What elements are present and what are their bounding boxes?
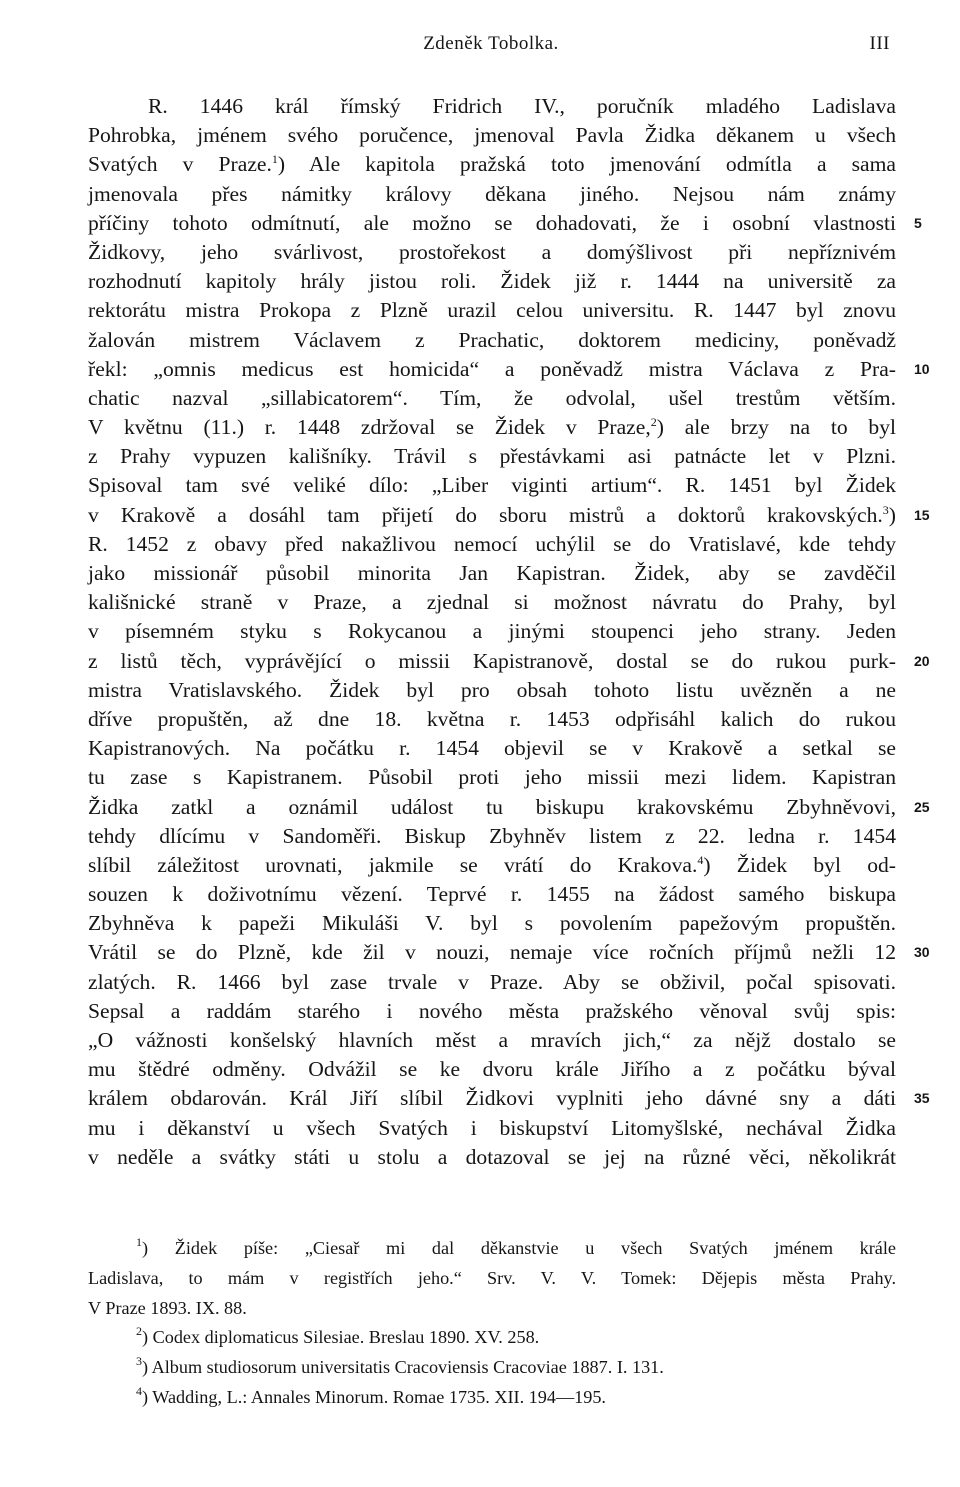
text-line: Pohrobka, jménem svého poručence, jmenoval Pavla Židka děkanem u všech [88, 123, 896, 148]
text-line: z listů těch, vyprávějící o missii Kapistranově, dostal se do rukou purk- 20 [88, 647, 896, 676]
text-line: Svatých v Praze.$^1$) Ale kapitola pražská toto jmenování odmítla a sama [88, 152, 897, 177]
text-line: tehdy dlícímu v Sandoměři. Biskup Zbyhněv listem z 22. ledna r. 1454 [88, 823, 896, 848]
page-header [88, 33, 894, 61]
line-number: 15 [914, 506, 930, 523]
text-line: R. 1452 z obavy před nakažlivou nemocí uchýlil se do Vratislavé, kde tehdy [88, 531, 896, 556]
text-line: R. 1446 král římský Fridrich IV., poručník mladého Ladislava [148, 94, 896, 118]
text-line: Kapistranových. Na počátku r. 1454 objevil se v Krakově a setkal se [88, 736, 896, 761]
text-line: žalován mistrem Václavem z Prachatic, doktorem mediciny, poněvadž [88, 327, 896, 352]
text-line: zlatých. R. 1466 byl zase trvale v Praze. Aby se obživil, počal spisovati. [88, 969, 896, 994]
text-line: příčiny tohoto odmítnutí, ale možno se dohadovati, že i osobní vlastnosti 5 [88, 209, 896, 238]
text-line: Židkovy, jeho svárlivost, prostořekost a domýšlivost při nepříznivém [88, 239, 896, 264]
text-line: v neděle a svátky státi u stolu a dotazoval se jej na různé věci, několikrát [88, 1144, 896, 1169]
footnote-number: 4 [136, 1383, 142, 1398]
footnote-4: $^4$) Wadding, L.: Annales Minorum. Romae 1735. XII. 194—195. [136, 1383, 606, 1407]
text-line: mu i děkanství u všech Svatých i biskupství Litomyšlské, nechával Židka [88, 1115, 896, 1140]
text-line: V květnu (11.) r. 1448 zdržoval se Židek v Praze,$^2$) ale brzy na to byl [88, 415, 896, 440]
page-number: III [869, 33, 890, 54]
footnotes [88, 1234, 896, 1413]
footnote-mark: 1 [271, 152, 278, 167]
footnote-number: 2 [136, 1324, 142, 1339]
text-line: mu štědré odměny. Odvážil se ke dvoru krále Jiřího a z počátku býval [88, 1057, 896, 1082]
text-line: slíbil záležitost urovnati, jakmile se vrátí do Krakova.$^4$) Židek byl od- [88, 852, 896, 877]
footnote-mark: 4 [697, 852, 704, 867]
text-line: Vrátil se do Plzně, kde žil v nouzi, nemaje více ročních příjmů nežli 12 30 [88, 938, 896, 967]
running-title: Zdeněk Tobolka. [423, 33, 559, 54]
text-line: z Prahy vypuzen kališníky. Trávil s přestávkami asi patnácte let v Plzni. [88, 444, 896, 469]
line-number: 35 [914, 1090, 930, 1107]
footnote-3: $^3$) Album studiosorum universitatis Cracoviensis Cracoviae 1887. I. 131. [136, 1354, 664, 1378]
text-line: rozhodnutí kapitoly hrály jistou roli. Židek již r. 1444 na universitě za [88, 269, 896, 294]
line-number: 30 [914, 944, 930, 961]
footnote-mark: 2 [650, 415, 657, 430]
text-line: jako missionář působil minorita Jan Kapistran. Židek, aby se zavděčil [88, 561, 896, 585]
text-line: rektorátu mistra Prokopa z Plzně urazil celou universitu. R. 1447 byl znovu [88, 298, 896, 323]
text-line: „O vážnosti konšelský hlavních měst a mravích jich,“ za nějž dostalo se [88, 1028, 896, 1052]
text-line: souzen k doživotnímu vězení. Teprvé r. 1455 na žádost samého biskupa [88, 882, 896, 907]
text-line: králem obdarován. Král Jiří slíbil Židkovi vyplniti jeho dávné sny a dáti 35 [88, 1084, 896, 1113]
text-line: řekl: „omnis medicus est homicida“ a poněvadž mistra Václava z Pra- 10 [88, 355, 896, 384]
text-line: v písemném styku s Rokycanou a jinými stoupenci jeho strany. Jeden [88, 619, 896, 644]
line-number: 20 [914, 652, 930, 669]
text-line: tu zase s Kapistranem. Působil proti jeho missii mezi lidem. Kapistran [88, 765, 896, 790]
text-line: Zbyhněva k papeži Mikuláši V. byl s povolením papežovým propuštěn. [88, 911, 896, 936]
text-line: jmenovala přes námitky královy děkana jiného. Nejsou nám známy [88, 181, 896, 206]
text-line: Sepsal a raddám starého i nového města pražského věnoval svůj spis: [88, 998, 896, 1023]
text-line: Židka zatkl a oznámil událost tu biskupu krakovskému Zbyhněvovi, 25 [88, 793, 896, 822]
text-line: chatic nazval „sillabicatorem“. Tím, že odvolal, ušel trestům větším. [88, 385, 896, 410]
footnote-2: $^2$) Codex diplomaticus Silesiae. Breslau 1890. XV. 258. [136, 1324, 540, 1348]
footnote-1: $^1$) Židek píše: „Ciesař mi dal děkanstvie u všech Svatých jménem krále [136, 1235, 896, 1258]
text-line: mistra Vratislavského. Židek byl pro obsah tohoto listu uvězněn a ne [88, 677, 896, 702]
footnote-number: 3 [136, 1354, 142, 1369]
footnote-1-continued: V Praze 1893. IX. 88. [88, 1297, 247, 1318]
footnote-number: 1 [136, 1235, 142, 1249]
text-line: dříve propuštěn, až dne 18. května r. 1453 odpřisáhl kalich do rukou [88, 706, 896, 731]
line-number: 10 [914, 360, 930, 377]
footnote-mark: 3 [882, 502, 889, 517]
text-line: v Krakově a dosáhl tam přijetí do sboru mistrů a doktorů krakovských.$^3$) 15 [88, 501, 896, 530]
text-line: kališnické straně v Praze, a zjednal si možnost návratu do Prahy, byl [88, 590, 896, 615]
footnote-1-continued: Ladislava, to mám v registřích jeho.“ Srv. V. V. Tomek: Dějepis města Prahy. [88, 1267, 896, 1288]
line-number: 5 [914, 214, 922, 231]
main-text [88, 92, 930, 1172]
line-number: 25 [914, 798, 930, 815]
text-line: Spisoval tam své veliké dílo: „Liber viginti artium“. R. 1451 byl Židek [88, 473, 896, 498]
